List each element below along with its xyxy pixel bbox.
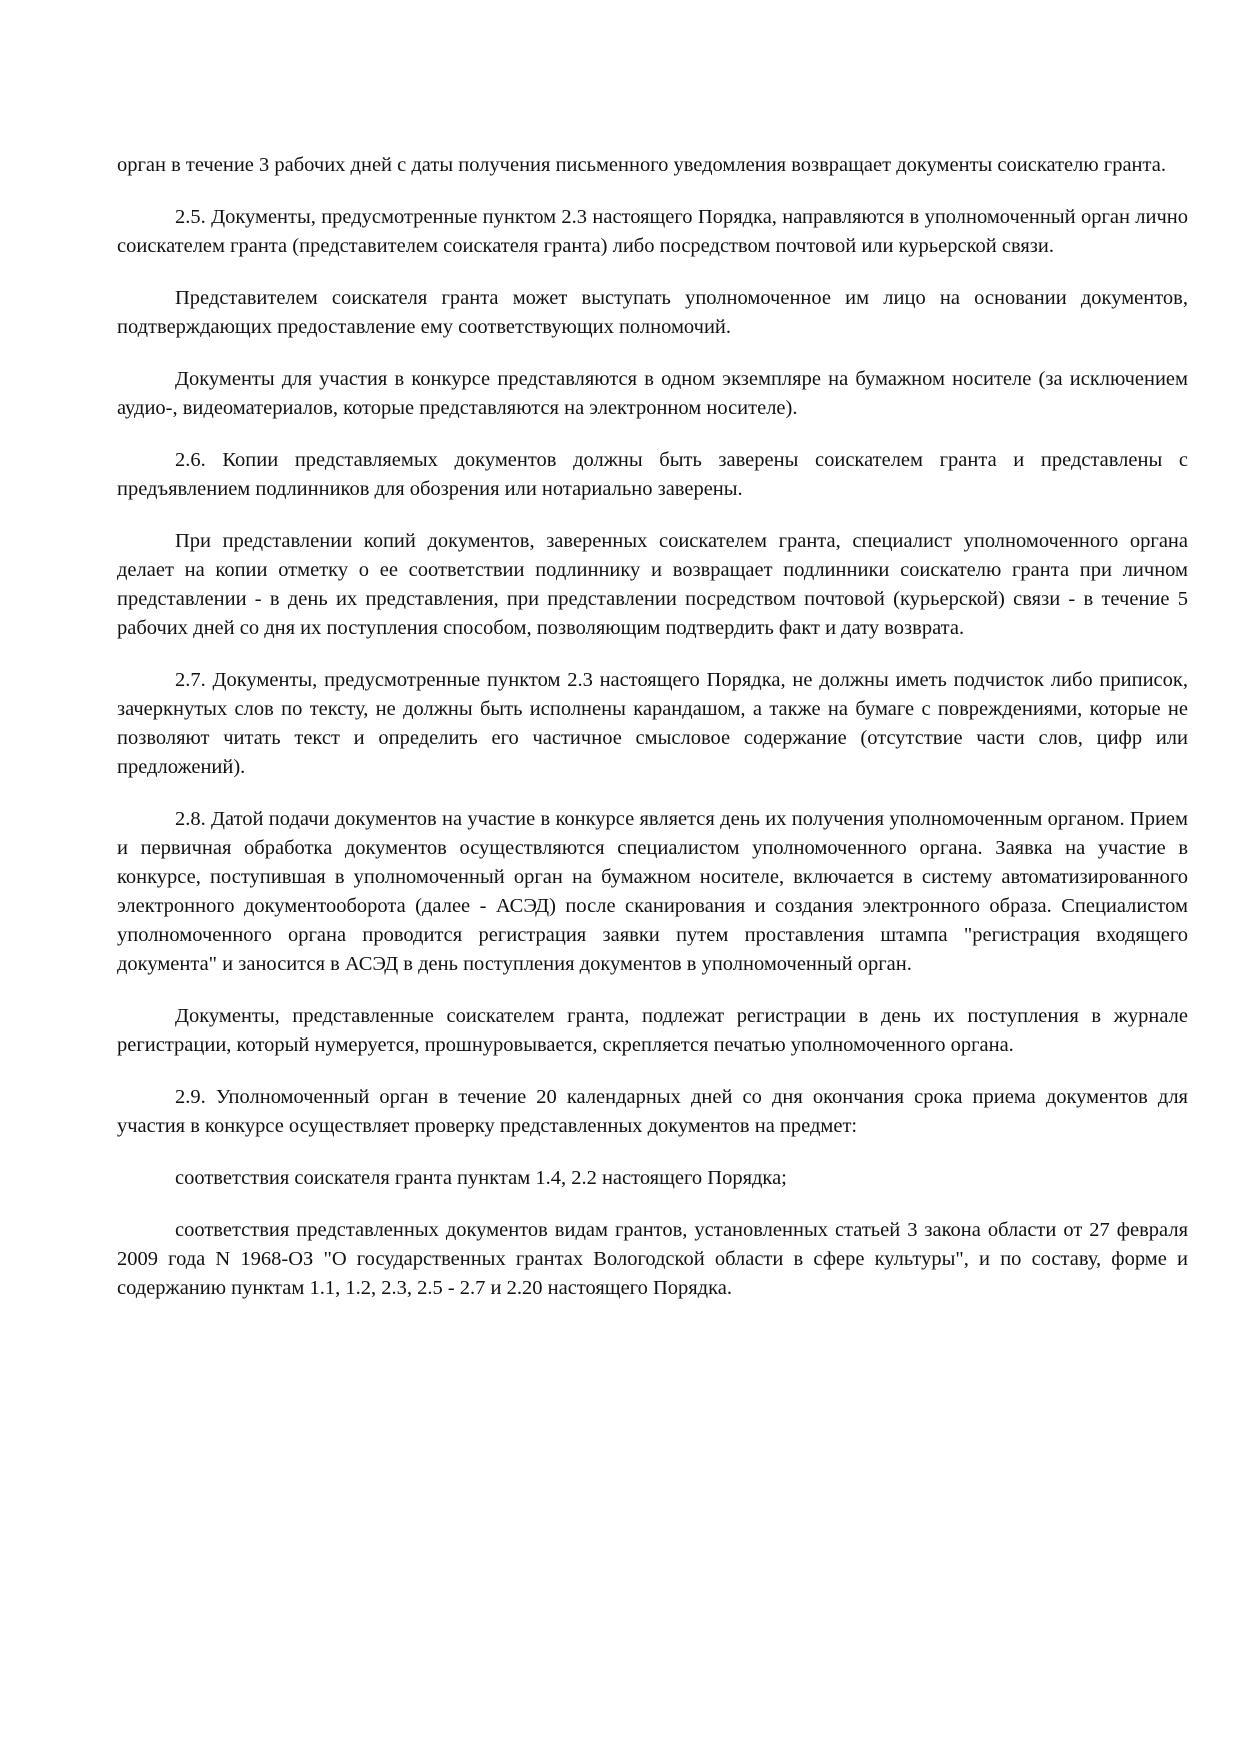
paragraph-2-9: 2.9. Уполномоченный орган в течение 20 календарных дней со дня окончания срока приема документов для участия в конкурсе осуществляет проверку представленных документов на предмет: [117, 1086, 1188, 1137]
paragraph-2-8: 2.8. Датой подачи документов на участие в конкурсе является день их получения уполномоченным органом. Прием и первичная обработка документов осуществляются специалистом уполномоченного органа. Заявка на участие в конкурсе, поступившая в уполномоченный орган на бумажном носителе, включается в систему автоматизированного электронного документооборота (далее - АСЭД) после сканирования и создания электронного образа. Специалистом уполномоченного органа проводится регистрация заявки путем проставления штампа "регистрация входящего документа" и заносится в АСЭД в день поступления документов в уполномоченный орган. [117, 808, 1188, 975]
paragraph-copies-certification: При представлении копий документов, заверенных соискателем гранта, специалист уполномоченного органа делает на копии отметку о ее соответствии подлиннику и возвращает подлинники соискателю гранта при личном представлении - в день их представления, при представлении посредством почтовой (курьерской) связи - в течение 5 рабочих дней со дня их поступления способом, позволяющим подтвердить факт и дату возврата. [117, 530, 1188, 639]
document-page [117, 151, 1188, 1326]
paragraph-2-7: 2.7. Документы, предусмотренные пунктом 2.3 настоящего Порядка, не должны иметь подчисток либо приписок, зачеркнутых слов по тексту, не должны быть исполнены карандашом, а также на бумаге с повреждениями, которые не позволяют читать текст и определить его частичное смысловое содержание (отсутствие части слов, цифр или предложений). [117, 669, 1188, 778]
paragraph-copies-count: Документы для участия в конкурсе представляются в одном экземпляре на бумажном носителе (за исключением аудио-, видеоматериалов, которые представляются на электронном носителе). [117, 368, 1188, 419]
paragraph-check-item-2: соответствия представленных документов видам грантов, установленных статьей 3 закона области от 27 февраля 2009 года N 1968-ОЗ "О государственных грантах Вологодской области в сфере культуры", и по составу, форме и содержанию пунктам 1.1, 1.2, 2.3, 2.5 - 2.7 и 2.20 настоящего Порядка. [117, 1219, 1188, 1299]
paragraph-check-item-1: соответствия соискателя гранта пунктам 1.4, 2.2 настоящего Порядка; [175, 1167, 787, 1189]
paragraph-2-6: 2.6. Копии представляемых документов должны быть заверены соискателем гранта и представлены с предъявлением подлинников для обозрения или нотариально заверены. [117, 449, 1188, 500]
paragraph-registration: Документы, представленные соискателем гранта, подлежат регистрации в день их поступления в журнале регистрации, который нумеруется, прошнуровывается, скрепляется печатью уполномоченного органа. [117, 1005, 1188, 1056]
paragraph-continuation: орган в течение 3 рабочих дней с даты получения письменного уведомления возвращает документы соискателю гранта. [117, 154, 1166, 176]
paragraph-2-5: 2.5. Документы, предусмотренные пунктом 2.3 настоящего Порядка, направляются в уполномоченный орган лично соискателем гранта (представителем соискателя гранта) либо посредством почтовой или курьерской связи. [117, 206, 1188, 257]
paragraph-representative: Представителем соискателя гранта может выступать уполномоченное им лицо на основании документов, подтверждающих предоставление ему соответствующих полномочий. [117, 287, 1188, 338]
